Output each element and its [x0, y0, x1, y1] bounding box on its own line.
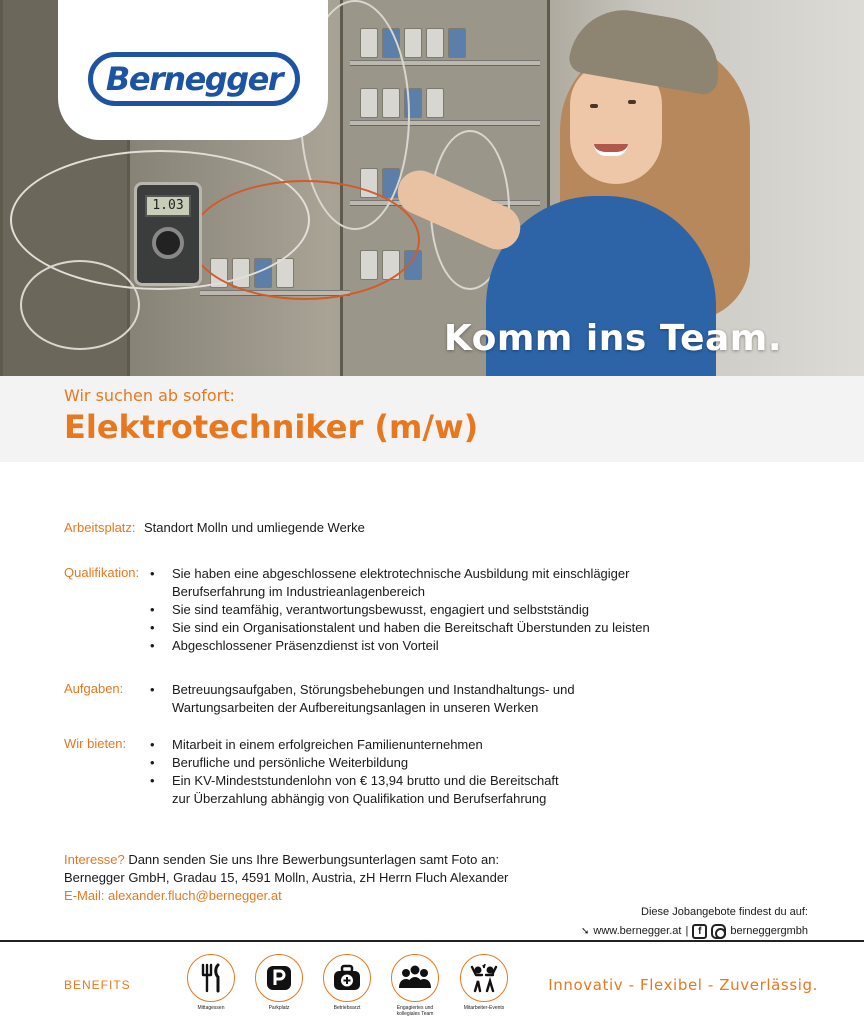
- title-band: [0, 376, 864, 462]
- bullet-item: [148, 681, 575, 717]
- bullet-line: zur Überzahlung abhängig von Qualifikation und Berufserfahrung: [172, 791, 547, 806]
- benefit-caption: Mitarbeiter-Events: [463, 1005, 505, 1011]
- multimeter-display: 1.03: [145, 195, 191, 217]
- bullet-item: [148, 772, 559, 808]
- cutlery-icon: [187, 954, 235, 1002]
- bullet-line: • Berufliche und persönliche Weiterbildung: [172, 755, 409, 770]
- hero-headline: Komm ins Team.: [443, 318, 782, 359]
- benefit-item: [317, 954, 377, 1011]
- team-icon: [391, 954, 439, 1002]
- contact-email[interactable]: E-Mail: alexander.fluch@bernegger.at: [64, 888, 282, 903]
- terminal-module: [448, 28, 466, 58]
- cable: [20, 260, 140, 350]
- bullet-item: [148, 565, 650, 601]
- company-logo[interactable]: [88, 52, 300, 106]
- multimeter: [134, 182, 202, 286]
- bullet-line: • Abgeschlossener Präsenzdienst ist von Vorteil: [172, 638, 439, 653]
- separator: |: [685, 925, 689, 937]
- bullet-item: [148, 736, 559, 754]
- contact-block: [64, 851, 508, 905]
- contact-interest-line: [64, 851, 508, 869]
- wir-bieten-label: Wir bieten:: [64, 736, 127, 751]
- person-eye: [590, 104, 598, 108]
- bullet-line: • Betreuungsaufgaben, Störungsbehebungen und Instandhaltungs- und: [172, 682, 575, 697]
- benefit-caption: Mittagessen: [197, 1005, 225, 1011]
- benefit-caption: Parkplatz: [268, 1005, 290, 1011]
- bullet-line: Wartungsarbeiten der Aufbereitungsanlagen in unseren Werken: [172, 700, 539, 715]
- company-slogan: Innovativ - Flexibel - Zuverlässig.: [548, 976, 818, 994]
- person-eye: [628, 100, 636, 104]
- job-title: Elektrotechniker (m/w): [64, 408, 479, 446]
- arbeitsplatz-value: Standort Molln und umliegende Werke: [144, 520, 365, 535]
- bullet-item: [148, 601, 650, 619]
- bullet-line: • Sie haben eine abgeschlossene elektrotechnische Ausbildung mit einschlägiger: [172, 566, 630, 581]
- posting-intro: Wir suchen ab sofort:: [64, 386, 235, 405]
- benefit-item: [249, 954, 309, 1011]
- benefit-item: [385, 954, 445, 1017]
- interest-text: Dann senden Sie uns Ihre Bewerbungsunterlagen samt Foto an:: [124, 852, 500, 867]
- bullet-line: • Mitarbeit in einem erfolgreichen Familienunternehmen: [172, 737, 483, 752]
- benefit-item: [181, 954, 241, 1011]
- benefits-label: BENEFITS: [64, 978, 131, 992]
- bullet-line: • Sie sind teamfähig, verantwortungsbewusst, engagiert und selbstständig: [172, 602, 589, 617]
- benefit-caption: Betriebsarzt: [333, 1005, 361, 1011]
- contact-address: Bernegger GmbH, Gradau 15, 4591 Molln, Austria, zH Herrn Fluch Alexander: [64, 870, 509, 885]
- logo-card: [58, 0, 328, 140]
- website-link[interactable]: www.bernegger.at: [593, 925, 682, 937]
- bullet-line: • Sie sind ein Organisationstalent und haben die Bereitschaft Überstunden zu leisten: [172, 620, 650, 635]
- social-handle[interactable]: berneggergmbh: [730, 925, 808, 937]
- aufgaben-list: [148, 681, 575, 717]
- facebook-icon[interactable]: f: [692, 924, 707, 939]
- bullet-line: Berufserfahrung im Industrieanlagenbereich: [172, 584, 425, 599]
- multimeter-dial: [152, 227, 184, 259]
- job-board-info: [581, 904, 808, 940]
- bullet-item: [148, 637, 650, 655]
- bullet-item: [148, 619, 650, 637]
- wir-bieten-list: [148, 736, 559, 808]
- bullet-item: [148, 754, 559, 772]
- instagram-icon[interactable]: [711, 924, 726, 939]
- benefit-caption: Engagiertes und kollegiales Team: [396, 1005, 434, 1017]
- footer-divider: [0, 940, 864, 942]
- bullet-line: • Ein KV-Mindeststundenlohn von € 13,94 brutto und die Bereitschaft: [172, 773, 559, 788]
- company-logo-text: Bernegger: [105, 60, 283, 98]
- interest-label: Interesse?: [64, 852, 125, 867]
- celebration-icon: [460, 954, 508, 1002]
- qualifikation-list: [148, 565, 650, 655]
- terminal-module: [404, 28, 422, 58]
- terminal-module: [426, 88, 444, 118]
- terminal-module: [426, 28, 444, 58]
- parking-icon: [255, 954, 303, 1002]
- job-board-note: Diese Jobangebote findest du auf:: [641, 906, 808, 918]
- test-lead: [190, 180, 420, 300]
- first-aid-icon: [323, 954, 371, 1002]
- benefit-item: [454, 954, 514, 1011]
- arbeitsplatz-label: Arbeitsplatz:: [64, 520, 136, 535]
- aufgaben-label: Aufgaben:: [64, 681, 124, 696]
- qualifikation-label: Qualifikation:: [64, 565, 140, 580]
- arrow-cursor-icon: ➘: [581, 926, 590, 937]
